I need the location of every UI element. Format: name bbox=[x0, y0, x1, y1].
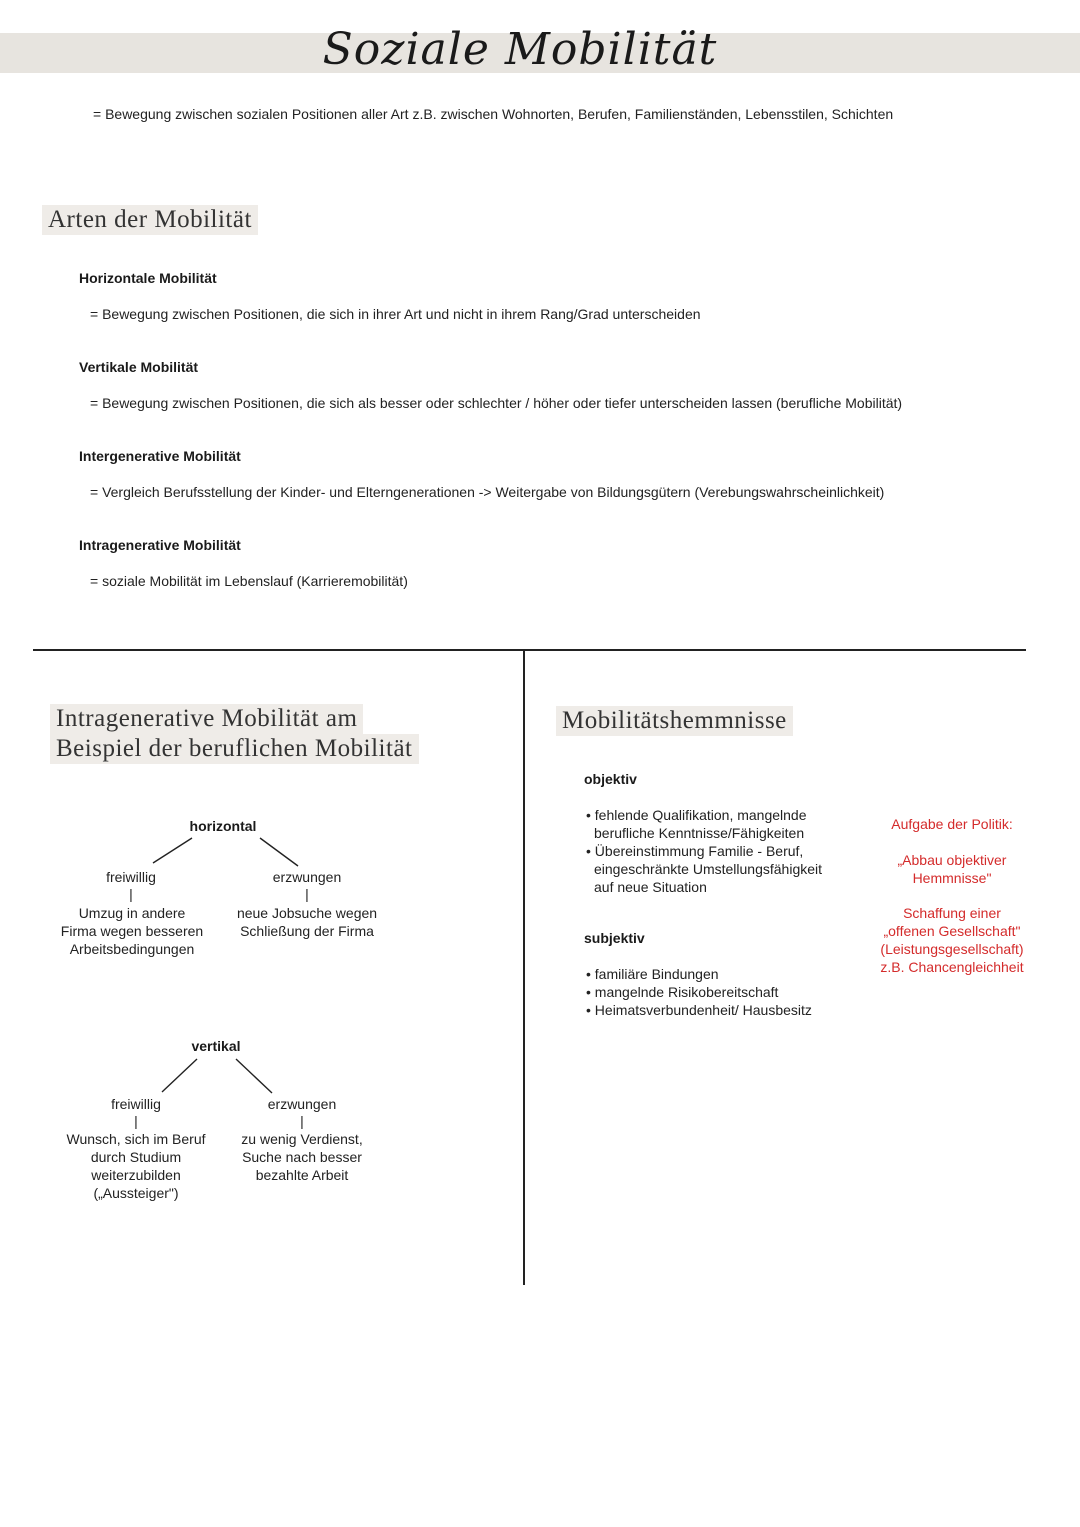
list-item: • fehlende Qualifikation, mangelnde berufliche Kenntnisse/Fähigkeiten bbox=[584, 806, 842, 842]
list-item: • mangelnde Risikobereitschaft bbox=[584, 983, 844, 1001]
term-vertikal: Vertikale Mobilität bbox=[79, 359, 199, 375]
definition-horizontal: = Bewegung zwischen Positionen, die sich in ihrer Art und nicht in ihrem Rang/Grad unterscheiden bbox=[90, 306, 701, 322]
tree-vertikal-freiwillig-text: Wunsch, sich im Beruf durch Studium weiterzubilden („Aussteiger") bbox=[66, 1131, 206, 1201]
tree-horizontal-erzwungen-text: neue Jobsuche wegen Schließung der Firma bbox=[236, 905, 378, 939]
politik-schaffung: Schaffung einer „offenen Gesellschaft" (Leistungsgesellschaft) z.B. Chancengleichheit bbox=[880, 905, 1024, 975]
horizontal-right-branch bbox=[260, 838, 298, 866]
definition-intergenerativ: = Vergleich Berufsstellung der Kinder- und Elterngenerationen -> Weitergabe von Bildungsgütern (Verebungswahrscheinlichkeit) bbox=[90, 484, 885, 500]
subjektiv-label: subjektiv bbox=[584, 930, 645, 946]
tree-horizontal-freiwillig-bar: | bbox=[129, 886, 133, 902]
term-intragenerativ: Intragenerative Mobilität bbox=[79, 537, 241, 553]
objektiv-label: objektiv bbox=[584, 771, 637, 787]
term-intergenerativ: Intergenerative Mobilität bbox=[79, 448, 241, 464]
tree-horizontal-erzwungen: erzwungen bbox=[272, 869, 342, 885]
tree-vertikal-freiwillig: freiwillig bbox=[111, 1096, 161, 1112]
politik-title: Aufgabe der Politik: bbox=[891, 816, 1013, 832]
tree-horizontal-freiwillig-text: Umzug in andere Firma wegen besseren Arbeitsbedingungen bbox=[60, 905, 204, 957]
list-item: • familiäre Bindungen bbox=[584, 965, 844, 983]
tree-horizontal-freiwillig: freiwillig bbox=[106, 869, 156, 885]
tree-vertikal-label: vertikal bbox=[191, 1038, 241, 1054]
beispiel-heading-line2: Beispiel der beruflichen Mobilität bbox=[50, 734, 419, 764]
vertikal-right-branch bbox=[236, 1059, 272, 1093]
tree-vertikal-erzwungen-bar: | bbox=[300, 1113, 304, 1129]
tree-horizontal-erzwungen-bar: | bbox=[305, 886, 309, 902]
term-horizontal: Horizontale Mobilität bbox=[79, 270, 217, 286]
tree-vertikal-freiwillig-bar: | bbox=[134, 1113, 138, 1129]
page-title: Soziale Mobilität bbox=[322, 24, 718, 75]
vertikal-left-branch bbox=[162, 1059, 197, 1092]
objektiv-list bbox=[584, 806, 842, 896]
horizontal-left-branch bbox=[153, 838, 192, 863]
list-item: • Heimatsverbundenheit/ Hausbesitz bbox=[584, 1001, 844, 1019]
arten-heading: Arten der Mobilität bbox=[42, 205, 258, 235]
definition-vertikal: = Bewegung zwischen Positionen, die sich als besser oder schlechter / höher oder tiefer unterscheiden lassen (berufliche Mobilität) bbox=[90, 395, 903, 411]
tree-horizontal-label: horizontal bbox=[189, 818, 257, 834]
subjektiv-list bbox=[584, 965, 844, 1019]
tree-vertikal-erzwungen: erzwungen bbox=[267, 1096, 337, 1112]
list-item: • Übereinstimmung Familie - Beruf, eingeschränkte Umstellungsfähigkeit auf neue Situation bbox=[584, 842, 842, 896]
definition-intragenerativ: = soziale Mobilität im Lebenslauf (Karrieremobilität) bbox=[90, 573, 408, 589]
hemmnisse-heading: Mobilitätshemmnisse bbox=[556, 706, 793, 736]
beispiel-heading-line1: Intragenerative Mobilität am bbox=[50, 704, 363, 734]
tree-vertikal-erzwungen-text: zu wenig Verdienst, Suche nach besser bezahlte Arbeit bbox=[241, 1131, 363, 1183]
politik-abbau: „Abbau objektiver Hemmnisse" bbox=[897, 852, 1007, 886]
page-definition: = Bewegung zwischen sozialen Positionen aller Art z.B. zwischen Wohnorten, Berufen, Familienständen, Lebensstilen, Schichten bbox=[93, 106, 894, 122]
